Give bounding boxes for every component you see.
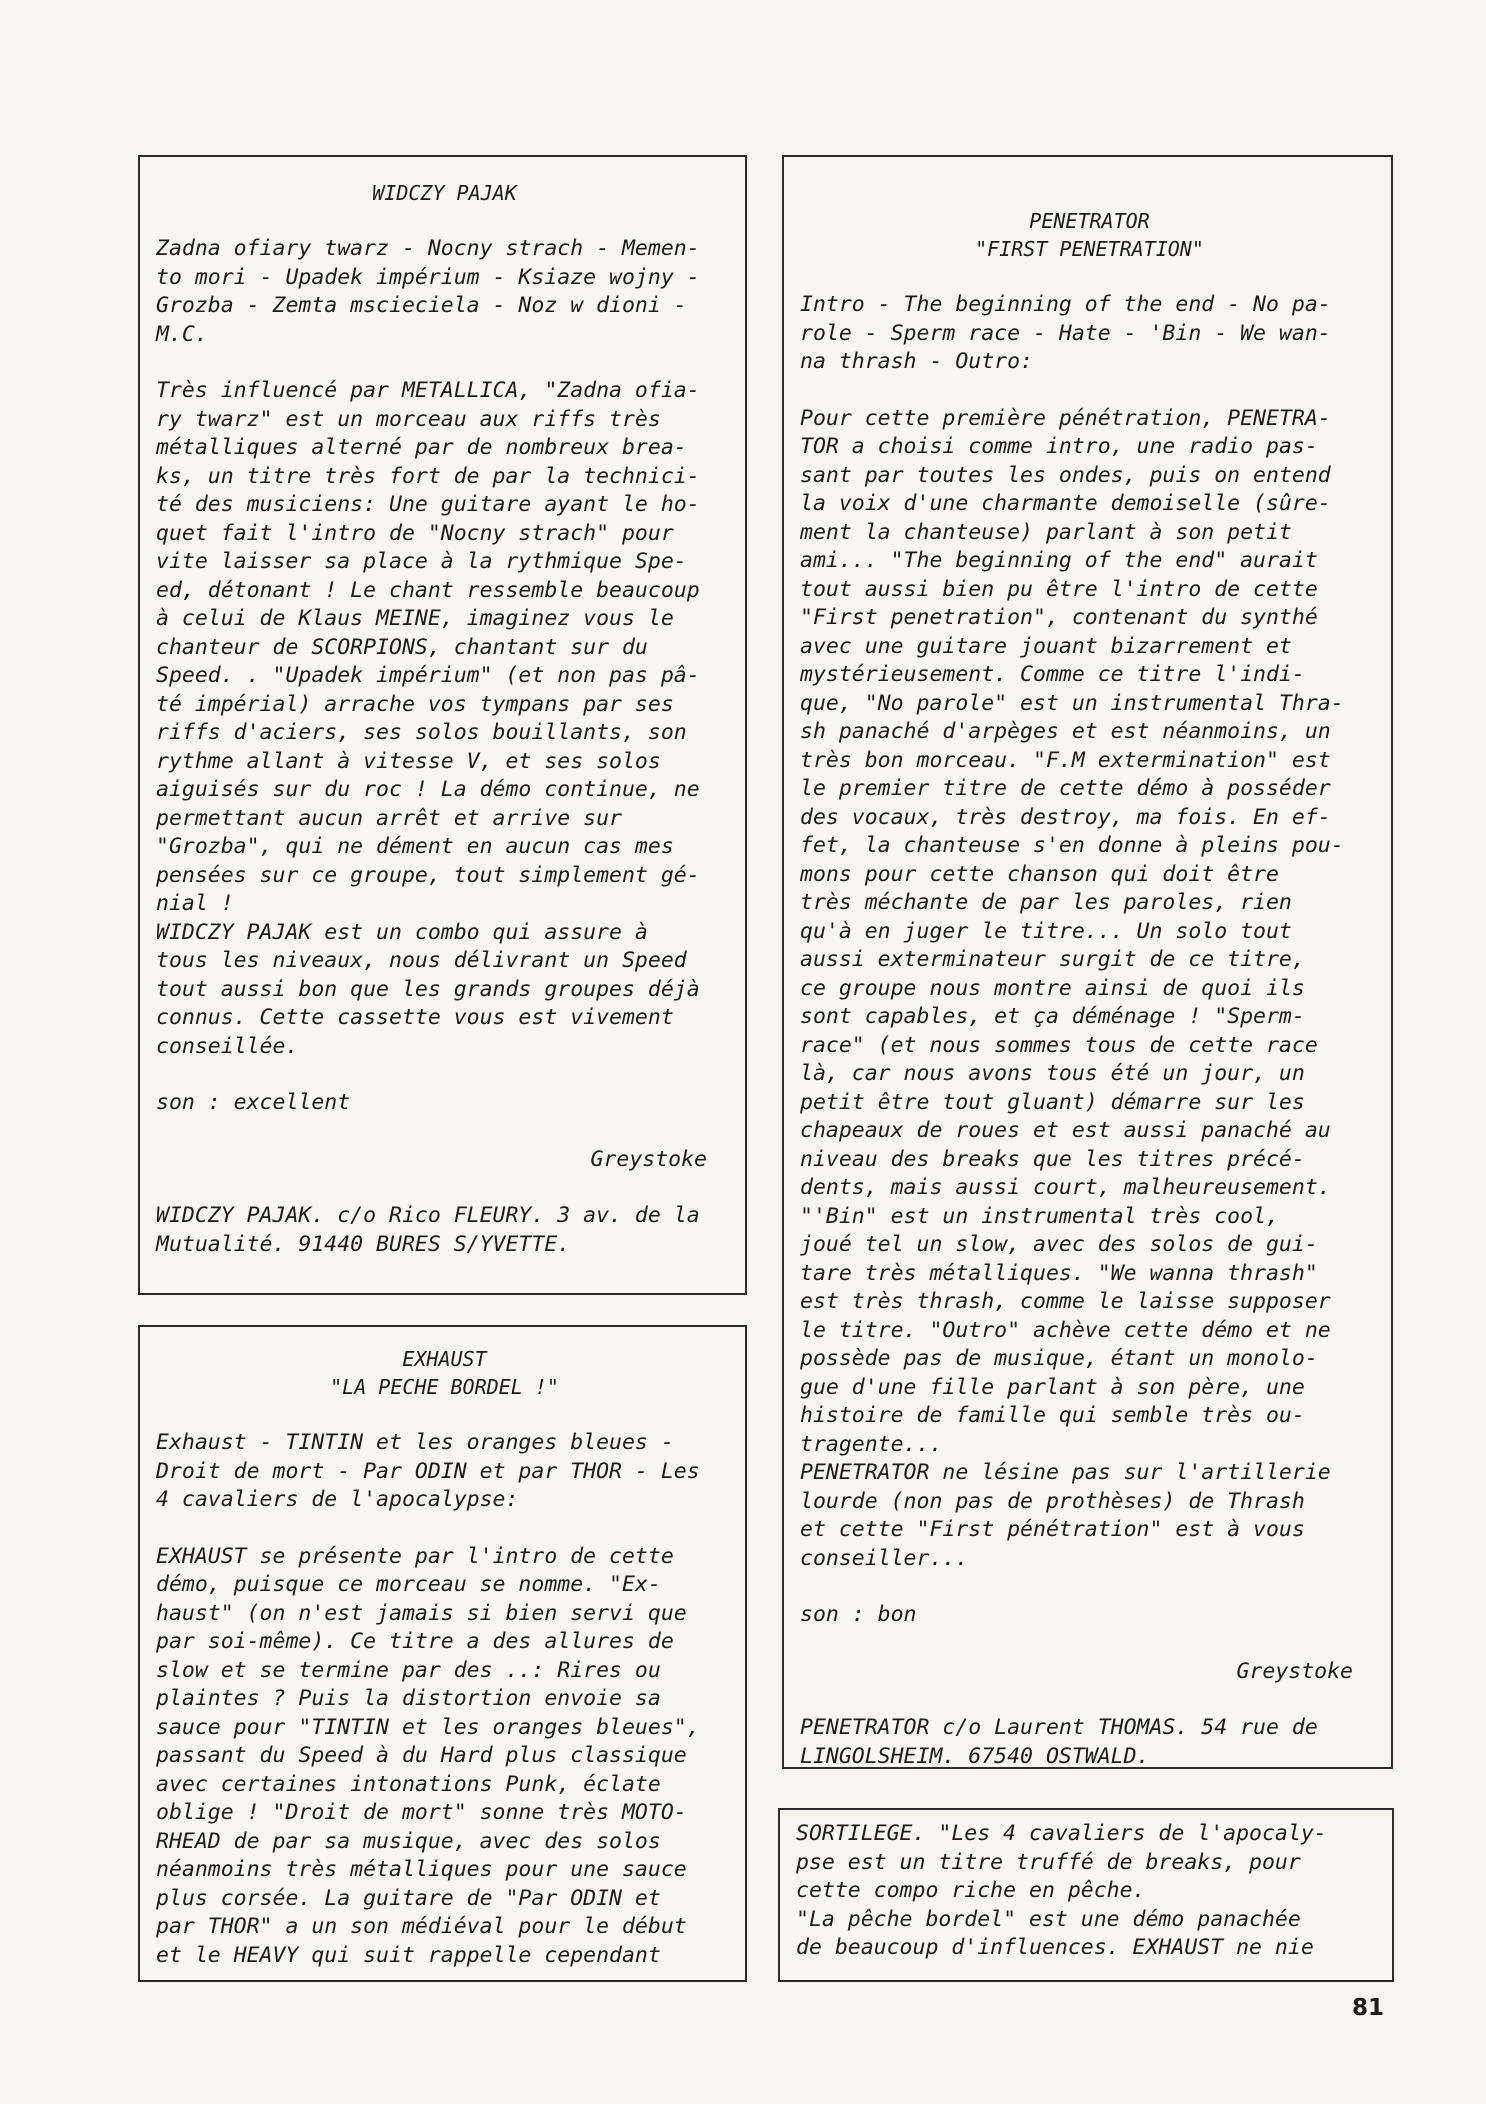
contact-address: PENETRATOR c/o Laurent THOMAS. 54 rue de LINGOLSHEIM. 67540 OSTWALD.: [800, 1715, 1318, 1769]
tracklist: Intro - The beginning of the end - No pa- role - Sperm race - Hate - 'Bin - We wan- na thrash - Outro:: [800, 292, 1331, 374]
review-title: EXHAUST "LA PECHE BORDEL !": [330, 1347, 559, 1399]
review-continuation-box: [778, 1808, 1394, 1982]
author-signature: Greystoke: [590, 1146, 707, 1172]
review-title: WIDCZY PAJAK: [372, 181, 517, 205]
review-box-penetrator: [782, 155, 1393, 1769]
sound-rating: son : bon: [800, 1602, 917, 1627]
tracklist: Zadna ofiary twarz - Nocny strach - Memen- to mori - Upadek impérium - Ksiaze wojny - Grozba - Zemta mscieciela - Noz w dioni - M.C.: [156, 236, 700, 347]
review-title: PENETRATOR "FIRST PENETRATION": [975, 209, 1204, 261]
review-text: EXHAUST se présente par l'intro de cette démo, puisque ce morceau se nomme. "Ex- haust" (on n'est jamais si bien servi que par soi-même). Ce titre a des allures de slow et se termine par des ..: Rires ou plaintes ? Puis la distortion envoie sa sauce pour "TINTIN et les oranges bleues", passant du Speed à du Hard plus classique avec certaines intonations Punk, éclate oblige ! "Droit de mort" sonne très MOTO- RHEAD de par sa musique, avec des solos néanmoins très métalliques pour une sauce plus corsée. La guitare de "Par ODIN et par THOR" a un son médiéval pour le début et le HEAVY qui suit rappelle cependant: [156, 1543, 700, 1968]
review-text: Pour cette première pénétration, PENETRA- TOR a choisi comme intro, une radio pas- sant par toutes les ondes, puis on entend la voix d'une charmante demoiselle (sûre- ment la chanteuse) parlant à son petit ami... "The beginning of the end" aurait tout aussi bien pu être l'intro de cette "First penetration", contenant du synthé avec une guitare jouant bizarrement et mystérieusement. Comme ce titre l'indi- que, "No parole" est un instrumental Thra- sh panaché d'arpèges et est néanmoins, un très bon morceau. "F.M extermination" est le premier titre de cette démo à posséder des vocaux, très destroy, ma fois. En ef- fet, la chanteuse s'en donne à pleins pou- mons pour cette chanson qui doit être très méchante de par les paroles, rien qu'à en juger le titre... Un solo tout aussi exterminateur surgit de ce titre, ce groupe nous montre ainsi de quoi ils sont capables, et ça déménage ! "Sperm- race" (et nous sommes tous de cette race là, car nous avons tous été un jour, un petit être tout gluant) démarre sur les chapeaux de roues et est aussi panaché au niveau des breaks que les titres précé- dents, mais aussi court, malheureusement. "'Bin" est un instrumental très cool, joué tel un slow, avec des solos de gui- tare très métalliques. "We wanna thrash" est très thrash, comme le laisse supposer le titre. "Outro" achève cette démo et ne possède pas de musique, étant un monolo- gue d'une fille parlant à son père, une histoire de famille qui semble très ou- tragente... PENETRATOR ne lésine pas sur l'artillerie lourde (non pas de prothèses) de Thrash et cette "First pénétration" est à vous conseiller...: [800, 405, 1344, 1571]
review-box-exhaust: [138, 1325, 747, 1982]
sound-rating: son : excellent: [156, 1090, 351, 1115]
author-signature: Greystoke: [1236, 1658, 1353, 1684]
review-box-widczy-pajak: [138, 155, 747, 1295]
page-number: 81: [1352, 1995, 1385, 2021]
tracklist: Exhaust - TINTIN et les oranges bleues - Droit de mort - Par ODIN et par THOR - Les 4 cavaliers de l'apocalypse:: [156, 1430, 700, 1512]
continuation-text: SORTILEGE. "Les 4 cavaliers de l'apocaly- pse est un titre truffé de breaks, pour cette compo riche en pêche. "La pêche bordel" est une démo panachée de beaucoup d'influences. EXHAUST ne nie: [796, 1821, 1327, 1960]
review-text: Très influencé par METALLICA, "Zadna ofia- ry twarz" est un morceau aux riffs très métalliques alterné par de nombreux brea- ks, un titre très fort de par la technici- té des musiciens: Une guitare ayant le ho- quet fait l'intro de "Nocny strach" pour vite laisser sa place à la rythmique Spe- ed, détonant ! Le chant ressemble beaucoup à celui de Klaus MEINE, imaginez vous le chanteur de SCORPIONS, chantant sur du Speed. . "Upadek impérium" (et non pas pâ- té impérial) arrache vos tympans par ses riffs d'aciers, ses solos bouillants, son rythme allant à vitesse V, et ses solos aiguisés sur du roc ! La démo continue, ne permettant aucun arrêt et arrive sur "Grozba", qui ne dément en aucun cas mes pensées sur ce groupe, tout simplement gé- nial ! WIDCZY PAJAK est un combo qui assure à tous les niveaux, nous délivrant un Speed tout aussi bon que les grands groupes déjà connus. Cette cassette vous est vivement conseillée.: [156, 378, 700, 1059]
contact-address: WIDCZY PAJAK. c/o Rico FLEURY. 3 av. de la Mutualité. 91440 BURES S/YVETTE.: [156, 1203, 700, 1257]
